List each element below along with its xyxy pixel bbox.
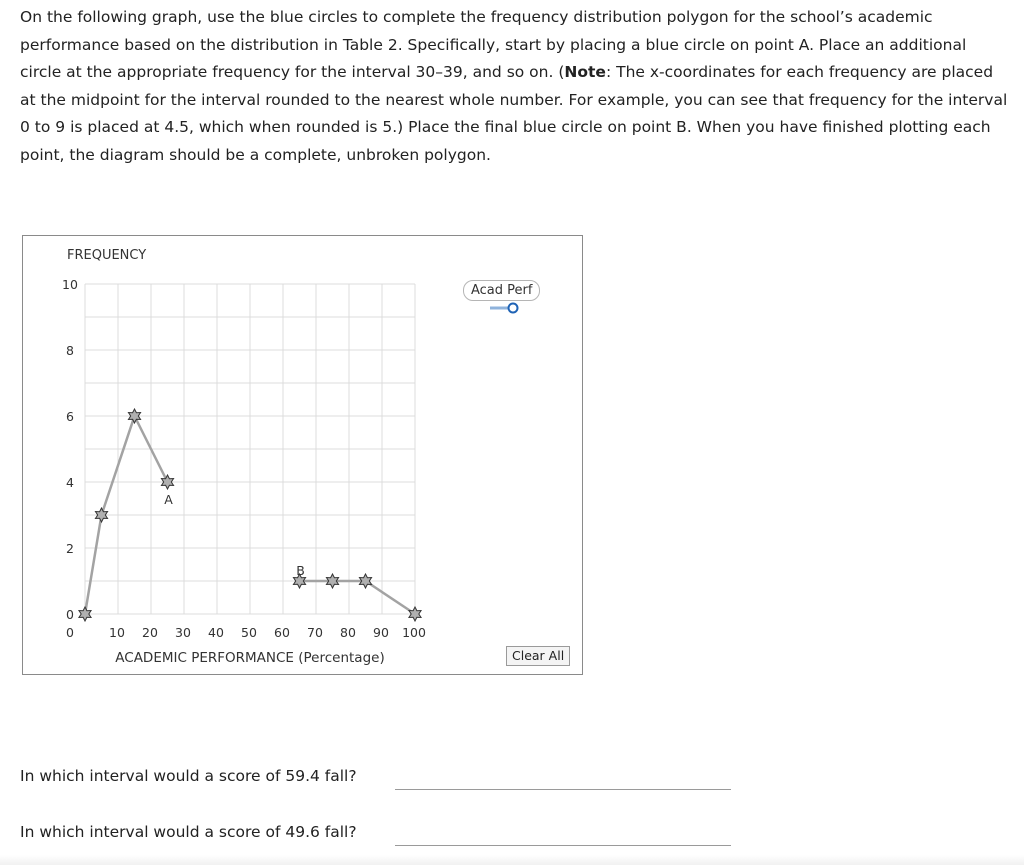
blue-circle-tool-icon[interactable] <box>489 302 521 314</box>
y-tick-label: 4 <box>66 475 74 490</box>
point-label: A <box>164 492 173 507</box>
data-point-marker <box>161 475 173 489</box>
instructions-part1: On the following graph, use the blue circles to complete the frequency distribution polygon for the school’s academic performance based on the distribution in Table 2. Specifically, start by placing a blue circle on point A. Place an additional circle at the appropriate frequency for the interval 30–39, and so on. ( <box>20 8 967 81</box>
question-1: In which interval would a score of 59.4 fall? <box>20 767 357 785</box>
x-tick-label: 10 <box>109 625 125 640</box>
x-tick-label: 70 <box>307 625 323 640</box>
x-tick-label: 90 <box>373 625 389 640</box>
data-point-marker <box>128 409 140 423</box>
x-tick-label: 100 <box>402 625 426 640</box>
y-tick-label: 0 <box>66 607 74 622</box>
answer-input-2[interactable] <box>395 825 731 846</box>
instructions-text <box>20 4 1010 169</box>
x-tick-label: 60 <box>274 625 290 640</box>
x-tick-label: 30 <box>175 625 191 640</box>
data-point-marker <box>79 607 91 621</box>
y-tick-label: 2 <box>66 541 74 556</box>
x-tick-label: 80 <box>340 625 356 640</box>
clear-all-button[interactable]: Clear All <box>506 646 570 666</box>
y-tick-label: 10 <box>62 277 78 292</box>
x-tick-label: 50 <box>241 625 257 640</box>
y-axis-label: FREQUENCY <box>67 248 147 263</box>
instructions-part2: : The x-coordinates for each frequency are placed at the midpoint for the interval rounded to the nearest whole number. For example, you can see that frequency for the interval 0 to 9 is placed at 4.5, which when rounded is 5.) Place the final blue circle on point B. When you have finished plotting each point, the diagram should be a complete, unbroken polygon. <box>20 63 1008 164</box>
polygon-segment <box>85 515 102 614</box>
answer-input-1[interactable] <box>395 769 731 790</box>
data-point-marker <box>326 574 338 588</box>
question-2: In which interval would a score of 49.6 fall? <box>20 823 357 841</box>
page-bottom-shade <box>0 855 1024 865</box>
x-tick-label: 20 <box>142 625 158 640</box>
x-tick-label: 0 <box>66 625 74 640</box>
x-axis-label: ACADEMIC PERFORMANCE (Percentage) <box>115 650 385 666</box>
x-tick-label: 40 <box>208 625 224 640</box>
point-label: B <box>296 563 305 578</box>
legend-acad-perf[interactable]: Acad Perf <box>463 280 540 301</box>
y-tick-label: 8 <box>66 343 74 358</box>
y-tick-label: 6 <box>66 409 74 424</box>
polygon-segment <box>366 581 416 614</box>
data-point-marker <box>409 607 421 621</box>
data-point-marker <box>359 574 371 588</box>
note-label: Note <box>564 63 606 81</box>
frequency-polygon-graph[interactable] <box>22 235 583 675</box>
data-point-marker <box>95 508 107 522</box>
